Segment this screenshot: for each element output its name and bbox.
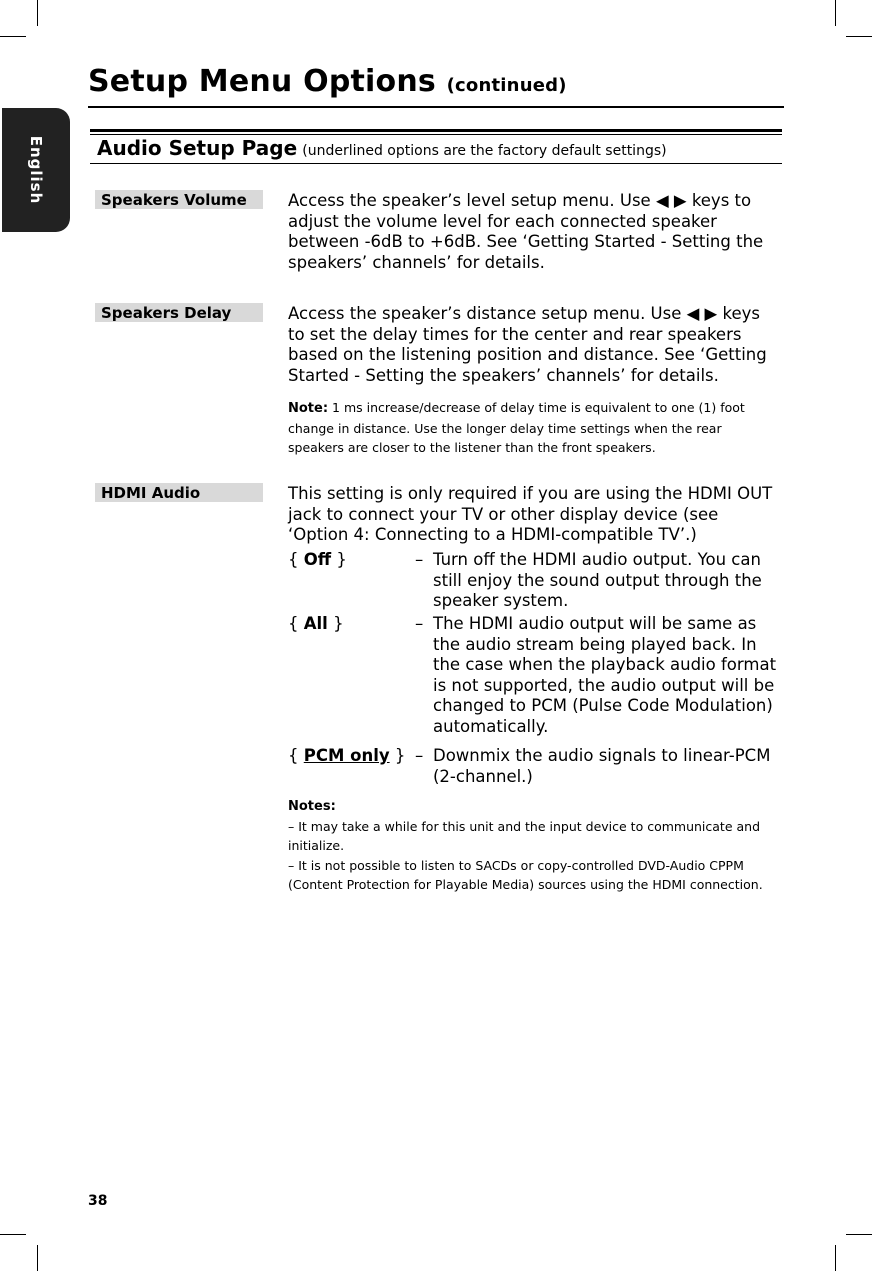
note-item: – It may take a while for this unit and the input device to communicate and initialize. [288,818,760,853]
option-off: { Off } [288,550,347,569]
option-off-dash: – [415,550,424,569]
section-header [97,136,667,160]
speakers-delay-note [288,398,778,458]
language-tab [2,108,70,232]
title-divider [88,106,784,108]
section-divider-thin [90,134,782,135]
option-pcm-only-description: Downmix the audio signals to linear-PCM (2-channel.) [433,746,771,786]
notes-label: Notes: [288,799,336,814]
option-all-dash: – [415,614,424,633]
option-pcm-only: { PCM only } [288,746,406,765]
crop-mark [835,1245,836,1271]
section-subtitle: (underlined options are the factory default settings) [302,143,667,159]
option-all: { All } [288,614,344,633]
crop-mark [37,1245,38,1271]
speakers-delay-description: Access the speaker’s distance setup menu. Use ◀ ▶ keys to set the delay times for the center and rear speakers based on the listening position and distance. See ‘Getting Started - Setting the speakers’ channels’ for details. [288,304,767,385]
crop-mark [846,36,872,37]
language-tab-label: English [27,135,45,205]
crop-mark [37,0,38,26]
page-number: 38 [88,1193,108,1209]
note-item: – It is not possible to listen to SACDs or copy-controlled DVD-Audio CPPM (Content Protection for Playable Media) sources using the HDMI connection. [288,857,763,892]
page-title-continued: (continued) [446,75,567,96]
hdmi-audio-notes [288,796,778,895]
note-text: 1 ms increase/decrease of delay time is equivalent to one (1) foot change in distance. Use the longer delay time settings when the rear speakers are closer to the listener than the front speakers. [288,400,745,455]
hdmi-audio-description: This setting is only required if you are using the HDMI OUT jack to connect your TV or other display device (see ‘Option 4: Connecting to a HDMI-compatible TV’.) [288,484,773,545]
option-off-description: Turn off the HDMI audio output. You can still enjoy the sound output through the speaker system. [433,550,762,611]
note-label: Note: [288,401,329,416]
label-speakers-delay: Speakers Delay [95,303,263,322]
speakers-volume-description: Access the speaker’s level setup menu. Use ◀ ▶ keys to adjust the volume level for each connected speaker between -6dB to +6dB. See ‘Getting Started - Setting the speakers’ channels’ for details. [288,191,764,272]
option-pcm-only-name: PCM only [303,746,390,765]
section-divider-thick [90,129,782,132]
crop-mark [0,36,26,37]
page-title [88,64,567,99]
option-all-description: The HDMI audio output will be same as the audio stream being played back. In the case when the playback audio format is not supported, the audio output will be changed to PCM (Pulse Code Modulation) automatically. [433,614,777,736]
crop-mark [835,0,836,26]
crop-mark [0,1234,26,1235]
option-pcm-only-dash: – [415,746,424,765]
section-divider-bottom [90,163,782,164]
label-speakers-volume: Speakers Volume [95,190,263,209]
option-off-name: Off [303,550,332,569]
label-hdmi-audio: HDMI Audio [95,483,263,502]
page-title-text: Setup Menu Options [88,64,436,99]
option-all-name: All [303,614,328,633]
crop-mark [846,1234,872,1235]
section-title: Audio Setup Page [97,136,298,160]
